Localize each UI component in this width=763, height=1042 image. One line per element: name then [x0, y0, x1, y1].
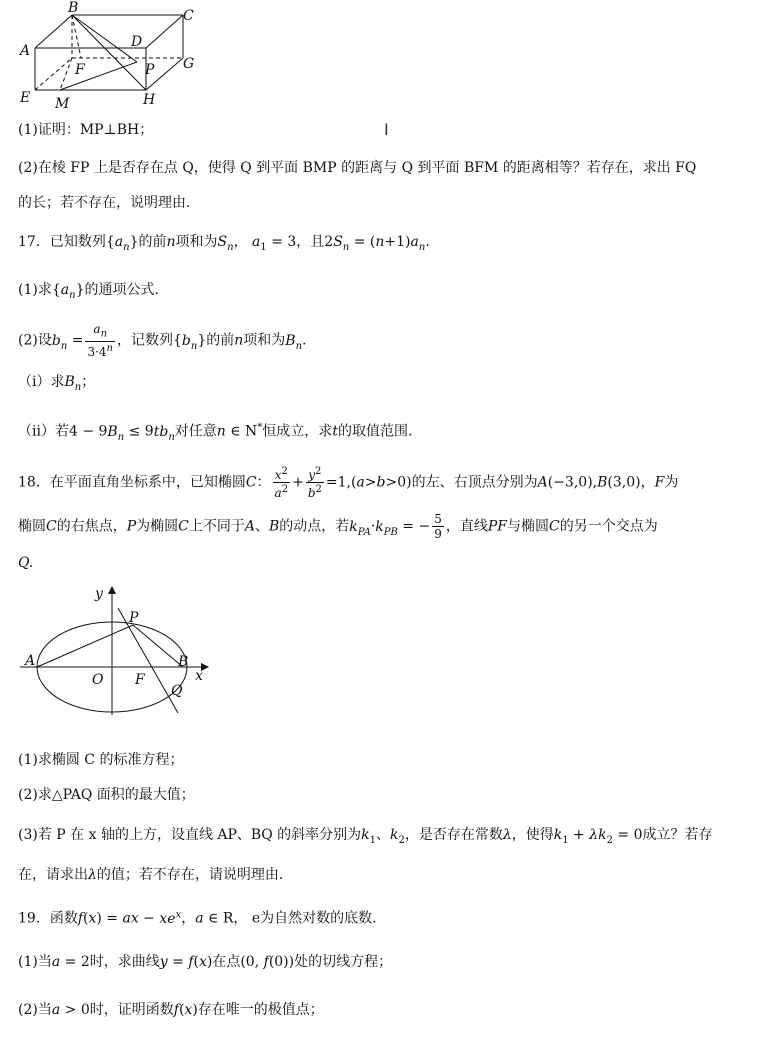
p16-q1: (1)证明：MP⊥BH；	[18, 122, 154, 138]
p18-stem-line2: 椭圆C的右焦点，P为椭圆C上不同于A、B的动点，若$k_{PA}\cdot k_{PB}$ = − $\frac{5}{9}$ ，直线PF与椭圆C的另一个交点为	[18, 512, 658, 541]
label-B: B	[68, 0, 79, 16]
p18-q3-line1: (3)若 P 在 x 轴的上方，设直线 AP、BQ 的斜率分别为$k_1$、$k_2$，是否存在常数λ，使得$k_1 + \lambda k_2 = 0$成立？若存	[18, 827, 713, 846]
p19-stem: 19．函数f(x) = ax − $xe^x$，a ∈ R， e为自然对数的底数.	[18, 909, 377, 927]
label-D: D	[131, 34, 143, 50]
label-E: E	[20, 90, 31, 106]
p18-stem-line3: Q.	[18, 555, 34, 571]
p17-qi: （i）求$B_n$；	[18, 374, 96, 393]
p16-q2-line1: (2)在棱 FP 上是否存在点 Q，使得 Q 到平面 BMP 的距离与 Q 到平面 BFM 的距离相等？若存在，求出 FQ	[18, 160, 697, 176]
label-Q: Q	[171, 683, 183, 699]
p17-stem: 17．已知数列$\{a_n\}$的前n项和为$S_n$， $a_1 = 3$，且$2S_n = (n+1)a_n$.	[18, 234, 430, 253]
p17-qii: （ii）若$4 - 9B_n \le 9tb_n$对任意n ∈ N*恒成立，求t的取值范围.	[18, 422, 413, 443]
label-C: C	[183, 8, 194, 24]
label-H: H	[143, 92, 156, 108]
p16-q2-line2: 的长；若不存在，说明理由．	[18, 195, 200, 211]
p19-q2: (2)当a > 0时，证明函数f(x)存在唯一的极值点；	[18, 1002, 324, 1018]
box-figure	[15, 0, 215, 112]
p17-q2: (2)设$b_n$ = $\frac{a_n}{3\cdot 4^n}$ ，记数列$\{b_n\}$的前n项和为$B_n$.	[18, 322, 307, 360]
label-P: P	[145, 62, 155, 78]
label-P2: P	[129, 610, 139, 626]
label-x: x	[195, 668, 203, 684]
label-G: G	[183, 56, 195, 72]
p18-q1: (1)求椭圆 C 的标准方程；	[18, 752, 184, 768]
label-F2: F	[135, 672, 145, 688]
label-A: A	[20, 43, 31, 59]
p17-q1: (1)求$\{a_n\}$的通项公式.	[18, 282, 159, 301]
label-F: F	[75, 62, 85, 78]
label-M: M	[55, 96, 70, 112]
ellipse-figure	[15, 580, 215, 720]
text-cursor-icon: I	[384, 120, 389, 139]
p18-stem-line1: 18．在平面直角坐标系中，已知椭圆C： $\frac{x^2}{a^2}$ + $\frac{y^2}{b^2}$ =1,(a>b>0)的左、右顶点分别为A(−3,0),B(3,0)，F为	[18, 466, 679, 500]
p18-q2: (2)求△PAQ 面积的最大值；	[18, 787, 195, 803]
label-B2: B	[178, 654, 189, 670]
label-O: O	[92, 672, 104, 688]
p18-q3-line2: 在，请求出λ的值；若不存在，请说明理由．	[18, 867, 293, 883]
label-y: y	[95, 586, 103, 602]
p19-q1: (1)当a = 2时，求曲线y = f(x)在点(0, f(0))处的切线方程；	[18, 954, 393, 970]
label-A2: A	[25, 653, 36, 669]
